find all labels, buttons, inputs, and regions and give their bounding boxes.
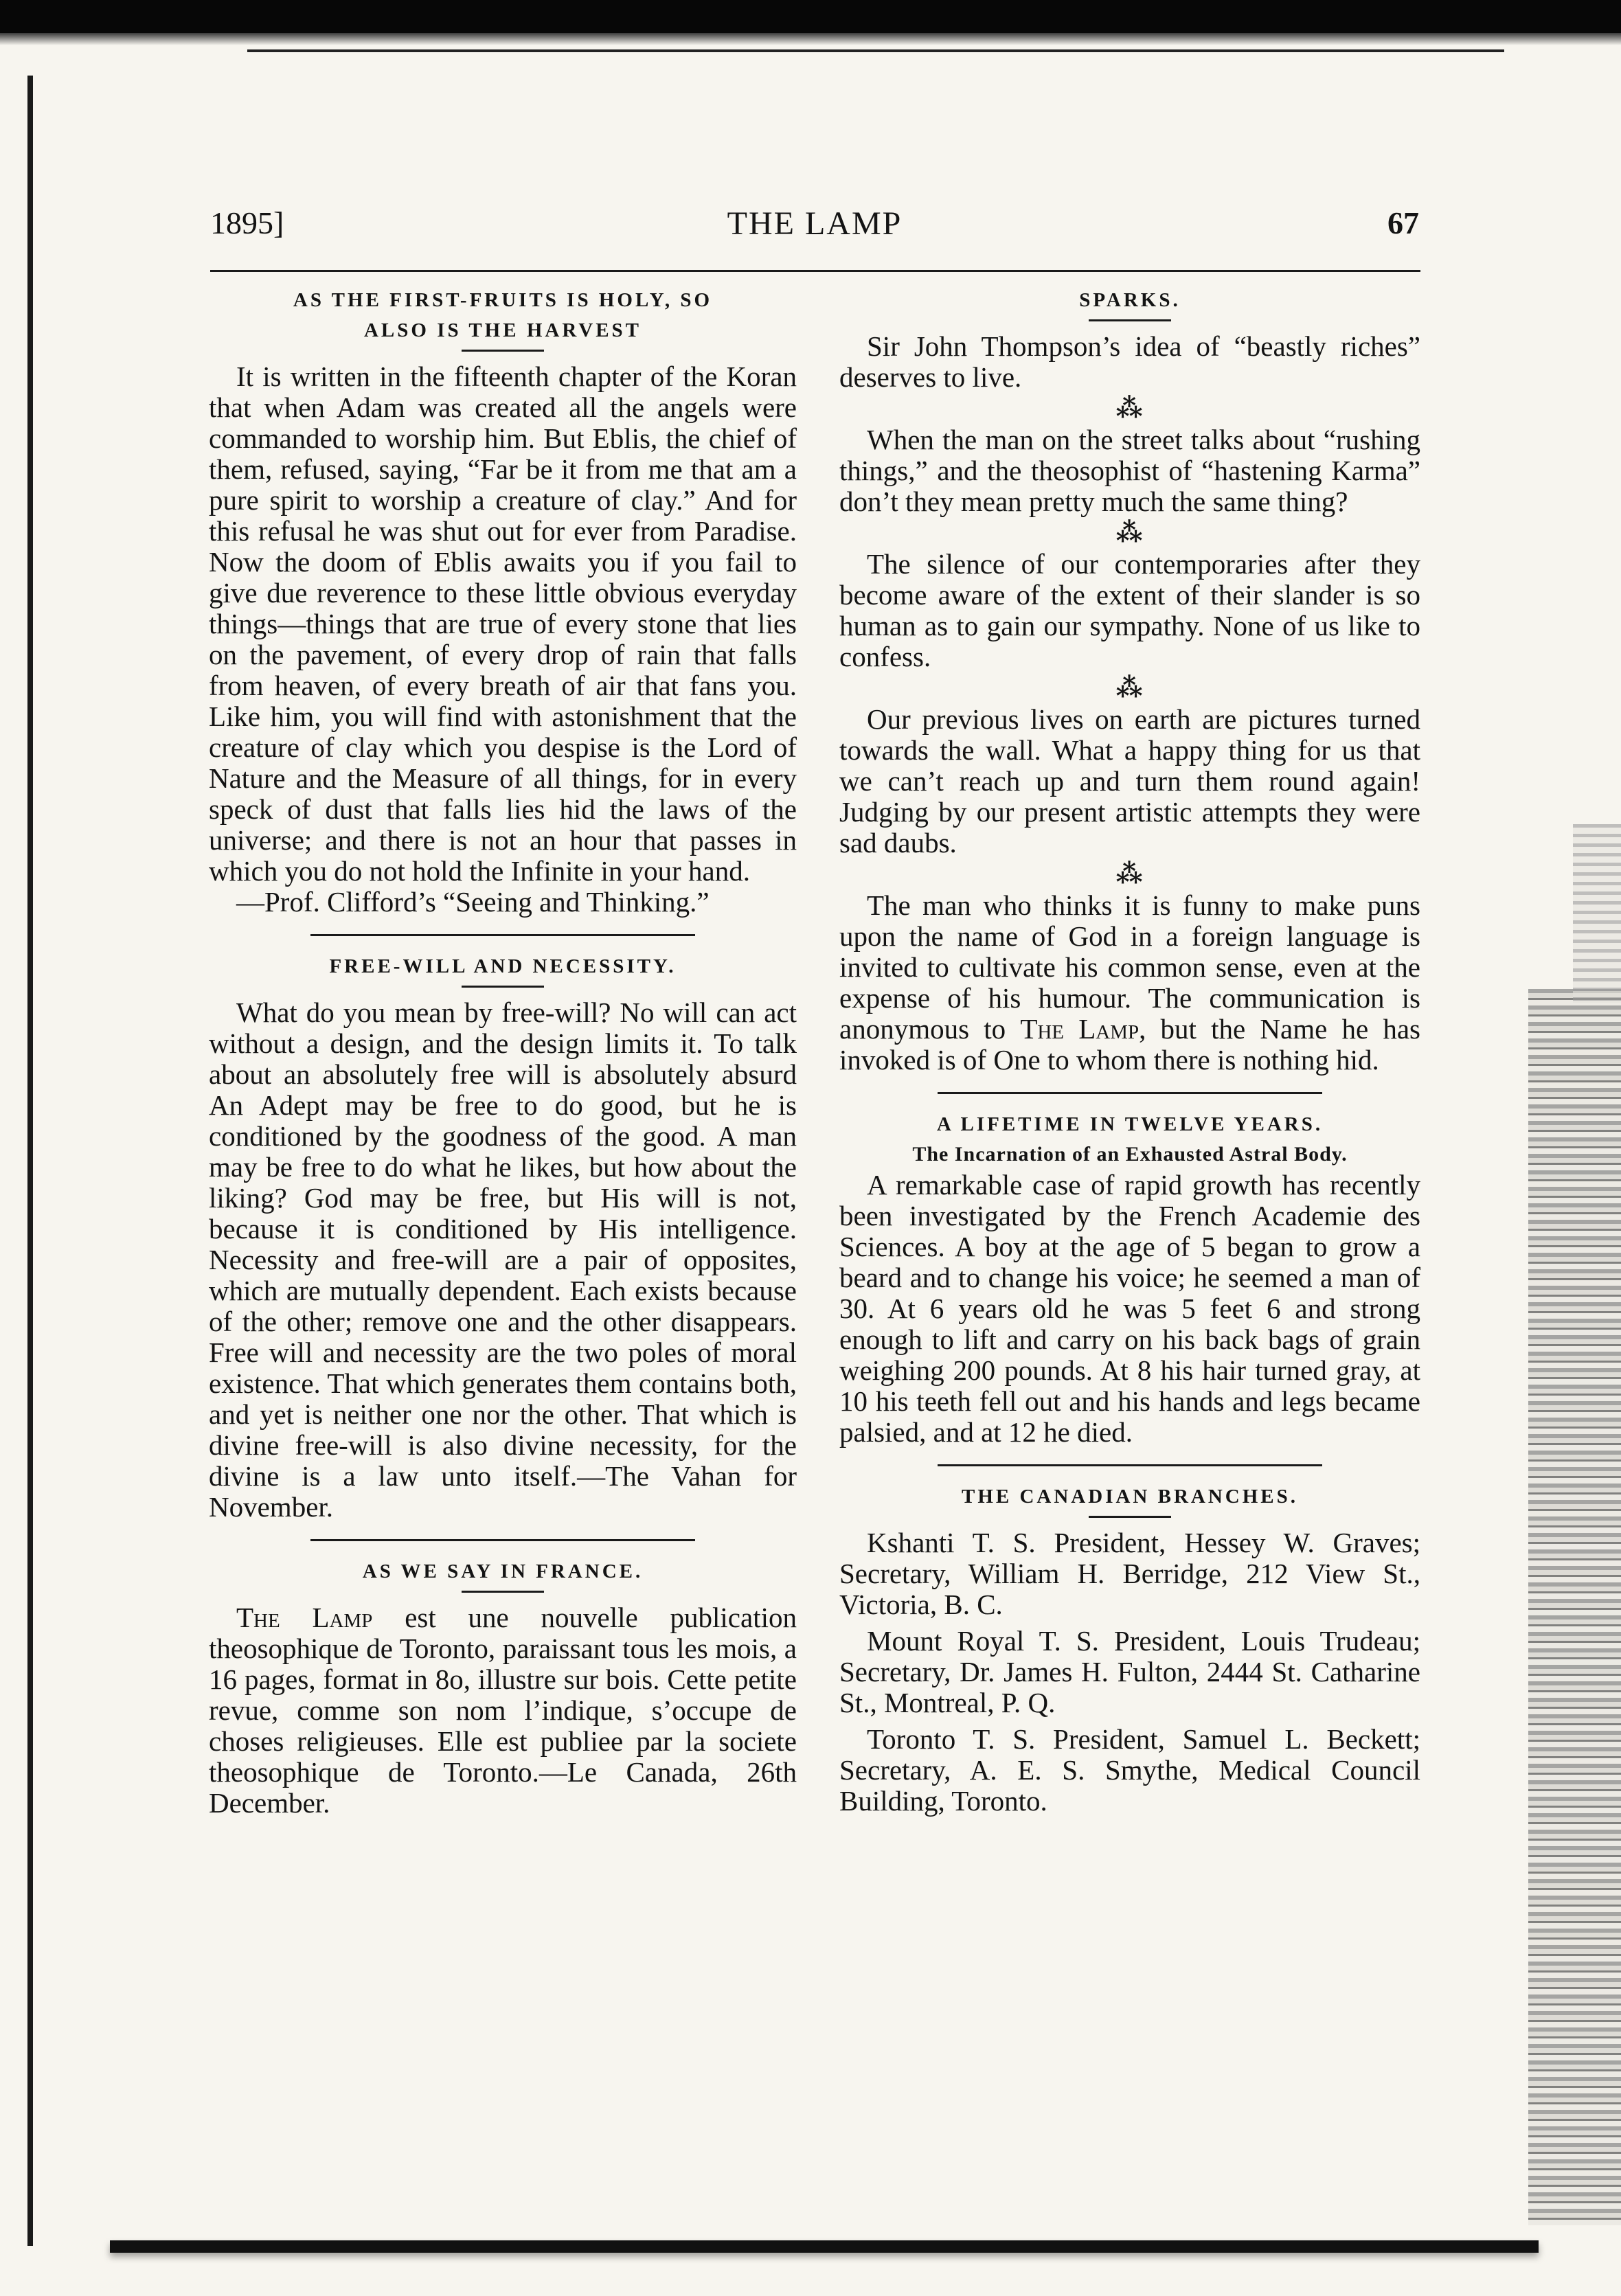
asterism: ⁂ [1115, 394, 1144, 423]
free-will-body: What do you mean by free-will? No will can act without a design, and the design limits it. To talk about an absolutely free will is absolutely absurd An Adept may be free to do good, but he is conditioned by the goodness of the good. A man may be free to do what he likes, but how about the liking? God may be free, but His will is not, because it is conditioned by His intelligence. Necessity and free-will are a pair of opposites, which are mutually dependent. Each exists because of the other; remove one and the other disappears. Free will and necessity are the two poles of moral existence. That which generates them contains both, and yet is neither one nor the other. That which is divine free-will is also divine necessity, for the divine is a law unto itself.—The Vahan for November. [209, 997, 797, 1523]
sparks-item-5 [839, 890, 1420, 1076]
lifetime-subtitle: The Incarnation of an Exhausted Astral Body. [912, 1143, 1348, 1166]
lamp-name: The Lamp [236, 1602, 373, 1633]
scan-bottom-edge [110, 2240, 1539, 2253]
first-fruits-attribution: —Prof. Clifford’s “Seeing and Thinking.” [236, 886, 710, 918]
branch-kshanti: Kshanti T. S. President, Hessey W. Graves; Secretary, William H. Berridge, 212 View St., Victoria, B. C. [839, 1527, 1420, 1620]
header-title: THE LAMP [727, 205, 903, 242]
section-rule [462, 1591, 544, 1593]
scan-right-edge-upper [1573, 824, 1621, 1003]
article-divider [938, 1092, 1322, 1094]
left-column [209, 285, 797, 1819]
sparks-title: SPARKS. [1079, 289, 1181, 311]
free-will-title: FREE-WILL AND NECESSITY. [329, 955, 677, 977]
article-divider [310, 1539, 695, 1541]
france-title: AS WE SAY IN FRANCE. [362, 1560, 644, 1582]
first-fruits-title-line2: ALSO IS THE HARVEST [363, 319, 642, 341]
right-column [839, 285, 1420, 1822]
scan-top-shadow [0, 33, 1621, 45]
scan-right-edge [1528, 989, 1621, 2225]
scan-top-edge [0, 0, 1621, 33]
article-divider [938, 1464, 1322, 1466]
sparks-item-3: The silence of our contemporaries after they become aware of the extent of their slander is so human as to gain our sympathy. None of us like to confess. [839, 548, 1420, 672]
france-body [209, 1602, 797, 1819]
section-rule [462, 986, 544, 988]
sparks-item-5-start: The man who thinks it is funny to make puns upon the name of God in a foreign language is invited to cultivate his common sense, even at the expense of his humour. The communication is anonymous to [839, 889, 1420, 1045]
sparks-item-1: Sir John Thompson’s idea of “beastly riches” deserves to live. [839, 330, 1420, 393]
sparks-item-4: Our previous lives on earth are pictures turned towards the wall. What a happy thing for us that we can’t reach up and turn them round again! Judging by our present artistic attempts they were sad daubs. [839, 703, 1420, 859]
scan-top-line [247, 49, 1504, 52]
lamp-name: The Lamp [1020, 1013, 1140, 1045]
header-page-number: 67 [1387, 205, 1419, 240]
running-header [210, 205, 1419, 260]
branch-mount-royal: Mount Royal T. S. President, Louis Trudeau; Secretary, Dr. James H. Fulton, 2444 St. Catharine St., Montreal, P. Q. [839, 1625, 1420, 1718]
lifetime-title: A LIFETIME IN TWELVE YEARS. [936, 1113, 1324, 1135]
sparks-item-5-end: , but the Name he has invoked is of One to whom there is nothing hid. [839, 1013, 1421, 1076]
sparks-item-2: When the man on the street talks about “rushing things,” and the theosophist of “hastening Karma” don’t they mean pretty much the same thing? [839, 424, 1420, 517]
section-rule [462, 350, 544, 352]
asterism: ⁂ [1115, 860, 1144, 889]
france-text: est une nouvelle publication theosophique de Toronto, paraissant tous les mois, a 16 pages, format in 8o, illustre sur bois. Cette petite revue, comme son nom l’indique, s’occupe de choses religieuses. Elle est publiee par la societe theosophique de Toronto.—Le Canada, 26th December. [209, 1602, 797, 1819]
article-divider [310, 934, 695, 936]
branch-toronto: Toronto T. S. President, Samuel L. Beckett; Secretary, A. E. S. Smythe, Medical Council Building, Toronto. [839, 1723, 1420, 1817]
asterism: ⁂ [1115, 519, 1144, 547]
section-rule [1089, 1516, 1171, 1518]
lifetime-body: A remarkable case of rapid growth has recently been investigated by the French Academie des Sciences. A boy at the age of 5 began to grow a beard and to change his voice; he seemed a man of 30. At 6 years old he was 5 feet 6 and strong enough to lift and carry on his back bags of grain weighing 200 pounds. At 8 his hair turned gray, at 10 his teeth fell out and his hands and legs became palsied, and at 12 he died. [839, 1169, 1420, 1448]
asterism: ⁂ [1115, 674, 1144, 703]
header-rule [210, 270, 1420, 272]
header-year: 1895] [210, 205, 284, 240]
branches-title: THE CANADIAN BRANCHES. [961, 1486, 1299, 1508]
first-fruits-body: It is written in the fifteenth chapter of the Koran that when Adam was created all the angels were commanded to worship him. But Eblis, the chief of them, refused, saying, “Far be it from me that am a pure spirit to worship a creature of clay.” And for this refusal he was shut out for ever from Paradise. Now the doom of Eblis awaits you if you fail to give due reverence to these little obvious everyday things—things that are true of every stone that lies on the pavement, of every drop of rain that falls from heaven, of every breath of air that fans you. Like him, you will find with astonishment that the creature of clay which you despise is the Lord of Nature and the Measure of all things, for in every speck of dust that falls lies hid the laws of the universe; and there is not an hour that passes in which you do not hold the Infinite in your hand. [209, 361, 797, 887]
first-fruits-title-line1: AS THE FIRST-FRUITS IS HOLY, SO [293, 289, 713, 311]
section-rule [1089, 319, 1171, 321]
scan-left-edge [27, 76, 33, 2246]
